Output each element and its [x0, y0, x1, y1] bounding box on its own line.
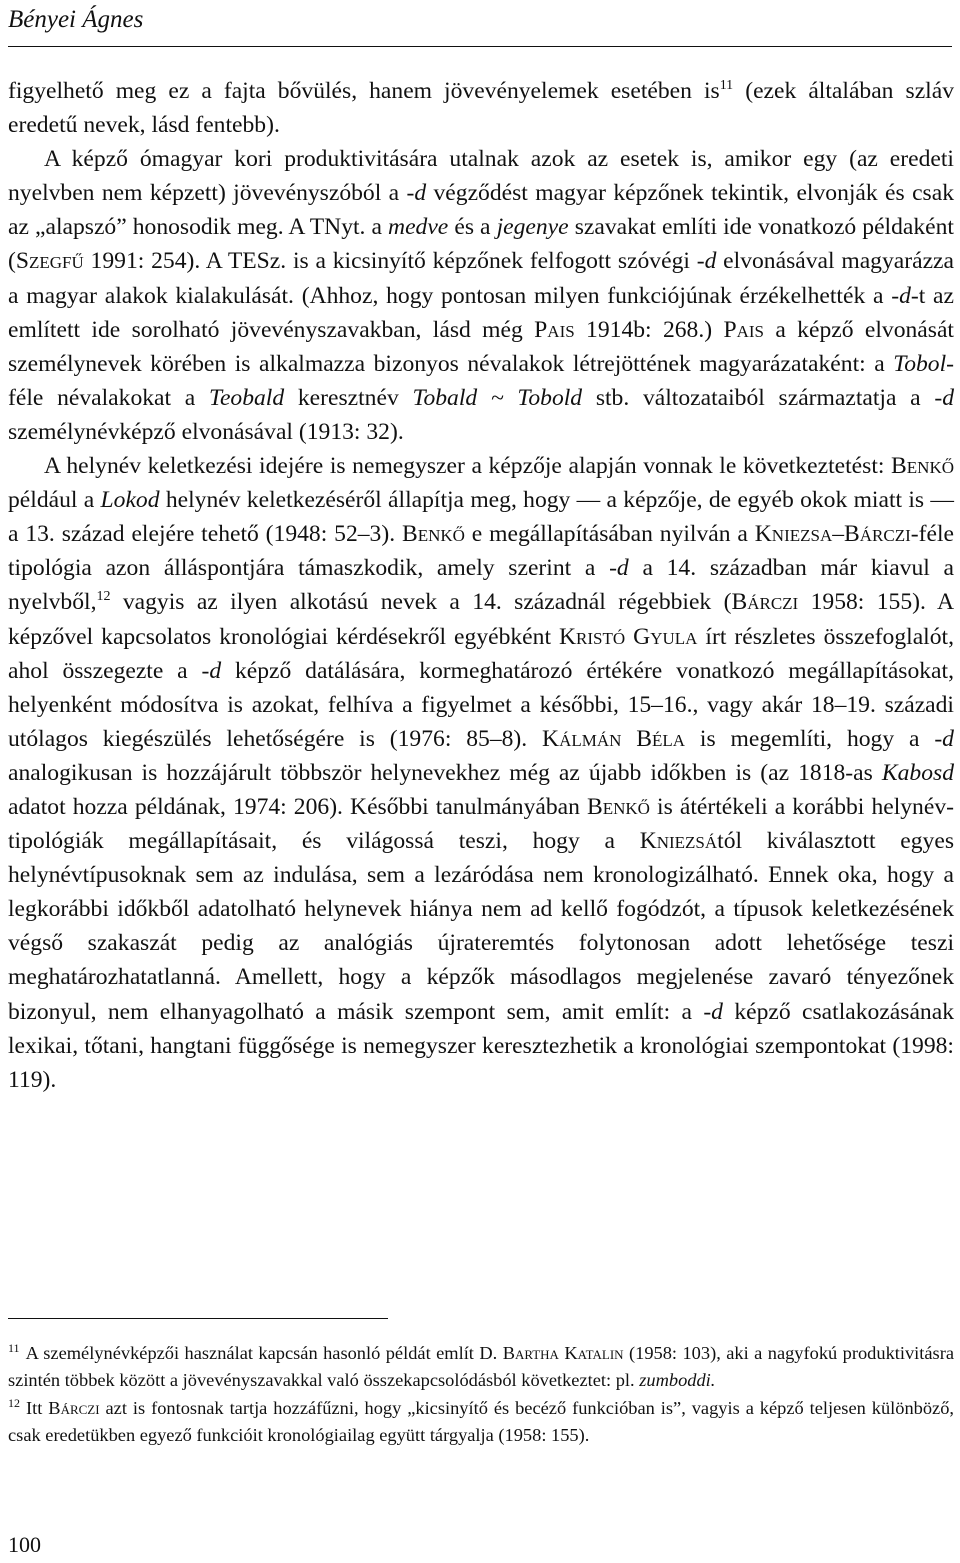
italic-term: -d	[703, 998, 723, 1025]
italic-term: jegenye	[496, 214, 569, 241]
author-name: Bartha Katalin	[502, 1343, 624, 1363]
italic-term: -d	[891, 282, 911, 309]
text-run: végződést magyar képzőnek tekintik, elvonják és csak az „alapszó” honosodik meg. A TNyt. a	[8, 180, 954, 241]
page-number: 100	[8, 1532, 41, 1557]
text-run: 1914b: 268.)	[574, 316, 724, 343]
italic-term: -d	[201, 657, 222, 684]
author-name: Kálmán Béla	[542, 725, 686, 752]
text-run: A személynévképzői használat kapcsán hasonló példát említ D.	[25, 1343, 503, 1363]
author-name: Kniezsa–Bárczi	[754, 521, 911, 548]
text-run: például a	[8, 487, 101, 514]
text-run: elvonásával magyarázza a magyar alakok kialakulását. (Ahhoz, hogy pontosan milyen funkciójúnak érzékelhették a	[8, 248, 954, 309]
text-run: -t az említett ide sorolható jövevényszavakban, lásd még	[8, 282, 954, 343]
author-name: Bárczi	[48, 1398, 100, 1418]
italic-term: medve	[388, 214, 449, 241]
text-run: stb. változataiból származtatja a	[582, 384, 935, 411]
author-name: Pais	[723, 316, 764, 343]
footnote-12	[8, 1395, 954, 1448]
text-run: keresztnév	[284, 384, 413, 411]
text-run: helynév keletkezéséről állapítja meg, hogy — a képzője, de egyéb okok miatt is — a 13. század elejére tehető (1948: 52–3).	[8, 487, 954, 548]
italic-term: -d	[934, 384, 955, 411]
footnote-ref-12[interactable]: 12	[96, 589, 111, 605]
text-run: e megállapításában nyilván a	[464, 521, 755, 548]
text-run: 11	[8, 1340, 20, 1355]
running-header-author: Bényei Ágnes	[8, 6, 144, 33]
italic-term: Lokod	[100, 487, 160, 514]
footnote-ref-11[interactable]: 11	[719, 78, 734, 94]
text-run: (1958: 103), aki a nagyfokú produktivitásra szintén többek között a jövevényszavakkal való összekapcsolódásból következtet: pl.	[8, 1343, 954, 1390]
italic-term: -d	[696, 248, 717, 275]
text-run: vagyis az ilyen alkotású nevek a 14. századnál régebbiek (	[110, 589, 732, 616]
text-run: és a	[448, 214, 497, 241]
footnote-11	[8, 1340, 954, 1393]
italic-term: zumboddi.	[639, 1369, 716, 1390]
author-name: Bárczi	[731, 589, 799, 616]
italic-term: -d	[934, 725, 954, 752]
text-run: képző datálására, kormeghatározó értékére vonatkozó megállapításokat, helyenként módosítva is azokat, felhíva a figyelmet a későbbi, 15–16., vagy akár 18–19. századi utólagos kiegészülés lehetőségére is (1976: 85–8).	[8, 657, 954, 752]
text-run: A képző ómagyar kori produktivitására utalnak azok az esetek is, amikor egy (az eredeti nyelvben nem képzett) jövevényszóból a	[8, 146, 954, 207]
author-name: Szegfű	[15, 248, 84, 275]
italic-term: Tobald ~ Tobold	[412, 384, 583, 411]
text-run: Itt	[26, 1398, 49, 1418]
text-run: személynévképző elvonásával (1913: 32).	[8, 418, 404, 445]
text-run: figyelhető meg ez a fajta bővülés, hanem jövevényelemek esetében is	[8, 78, 720, 104]
author-name: Benkő	[587, 793, 650, 820]
text-run: szavakat említi ide vonatkozó példaként (	[8, 214, 954, 275]
italic-term: -d	[406, 180, 427, 207]
text-run: 12	[8, 1395, 20, 1410]
text-run: azt is fontosnak tartja hozzáfűzni, hogy „kicsinyítő és becéző funkcióban is”, vagyis a képző teljesen különböző, csak eredetükben egyező funkcióit kronológiailag együtt tárgyalja (1958: 155).	[8, 1398, 954, 1445]
italic-term: -d	[609, 555, 629, 582]
paragraph-1	[8, 74, 954, 142]
italic-term: Teobald	[208, 384, 285, 411]
author-name: Kristó Gyula	[559, 623, 698, 650]
header-rule	[8, 46, 952, 47]
text-run: tól kiválasztott egyes helynévtípusoknak sem az indulása, sem a lezáródása nem kronologizálható. Ennek oka, hogy a legkorábbi időkből adatolható helynevek hiánya nem ad kellő fogódzót, a típusok keletkezésének végső szakaszát pedig az analógiás újrateremtés folytonosan adott lehetősége teszi meghatározhatatlanná. Amellett, hogy a képzők másodlagos megjelenése zavaró tényezőnek bizonyul, nem elhanyagolható a másik szempont sem, amit említ: a	[8, 828, 954, 1025]
text-run: is megemlíti, hogy a	[685, 725, 935, 752]
footnote-separator	[8, 1318, 388, 1319]
text-run: analogikusan is hozzájárult többször helynevekhez még az újabb időkben is (az 1818-as	[8, 759, 882, 786]
main-text	[8, 74, 954, 1097]
author-name: Benkő	[401, 521, 465, 548]
text-run: 1991: 254). A TESz. is a kicsinyítő képzőnek felfogott szóvégi	[83, 248, 697, 275]
text-run: -féle tipológia azon álláspontjára támaszkodik, amely szerint a	[8, 521, 954, 582]
italic-term: Kabosd	[881, 759, 954, 786]
paragraph-2	[8, 142, 954, 449]
text-run: A helynév keletkezési idejére is nemegyszer a képzője alapján vonnak le következtetést:	[44, 453, 892, 480]
text-run: a képző elvonását személynevek körében is alkalmazza bizonyos névalakok létrejöttének magyarázataként: a	[8, 316, 954, 377]
italic-term: Tobol	[893, 350, 947, 377]
text-run: adatot hozza példának, 1974: 206). Későbbi tanulmányában	[8, 793, 587, 820]
author-name: Kniezsá	[639, 828, 718, 855]
text-run: a 14. században már kiavul a nyelvből,	[8, 555, 955, 616]
text-run: 1958: 155). A képzővel kapcsolatos kronológiai kérdésekről egyébként	[8, 589, 954, 650]
paragraph-3	[8, 449, 954, 1097]
text-run: (ezek általában szláv eredetű nevek, lásd fentebb).	[8, 78, 954, 139]
author-name: Pais	[534, 316, 575, 343]
footnotes	[8, 1340, 954, 1448]
text-run: írt részletes összefoglalót, ahol összegezte a	[8, 623, 954, 684]
author-name: Benkő	[891, 453, 954, 480]
text-run: -féle névalakokat a	[8, 350, 954, 411]
text-run: is átértékeli a korábbi helynév-tipológiák megállapításait, és világossá teszi, hogy a	[8, 793, 954, 855]
text-run: képző csatlakozásának lexikai, tőtani, hangtani függősége is nemegyszer keresztezhetik a kronológiai szempontokat (1998: 119).	[8, 998, 954, 1093]
